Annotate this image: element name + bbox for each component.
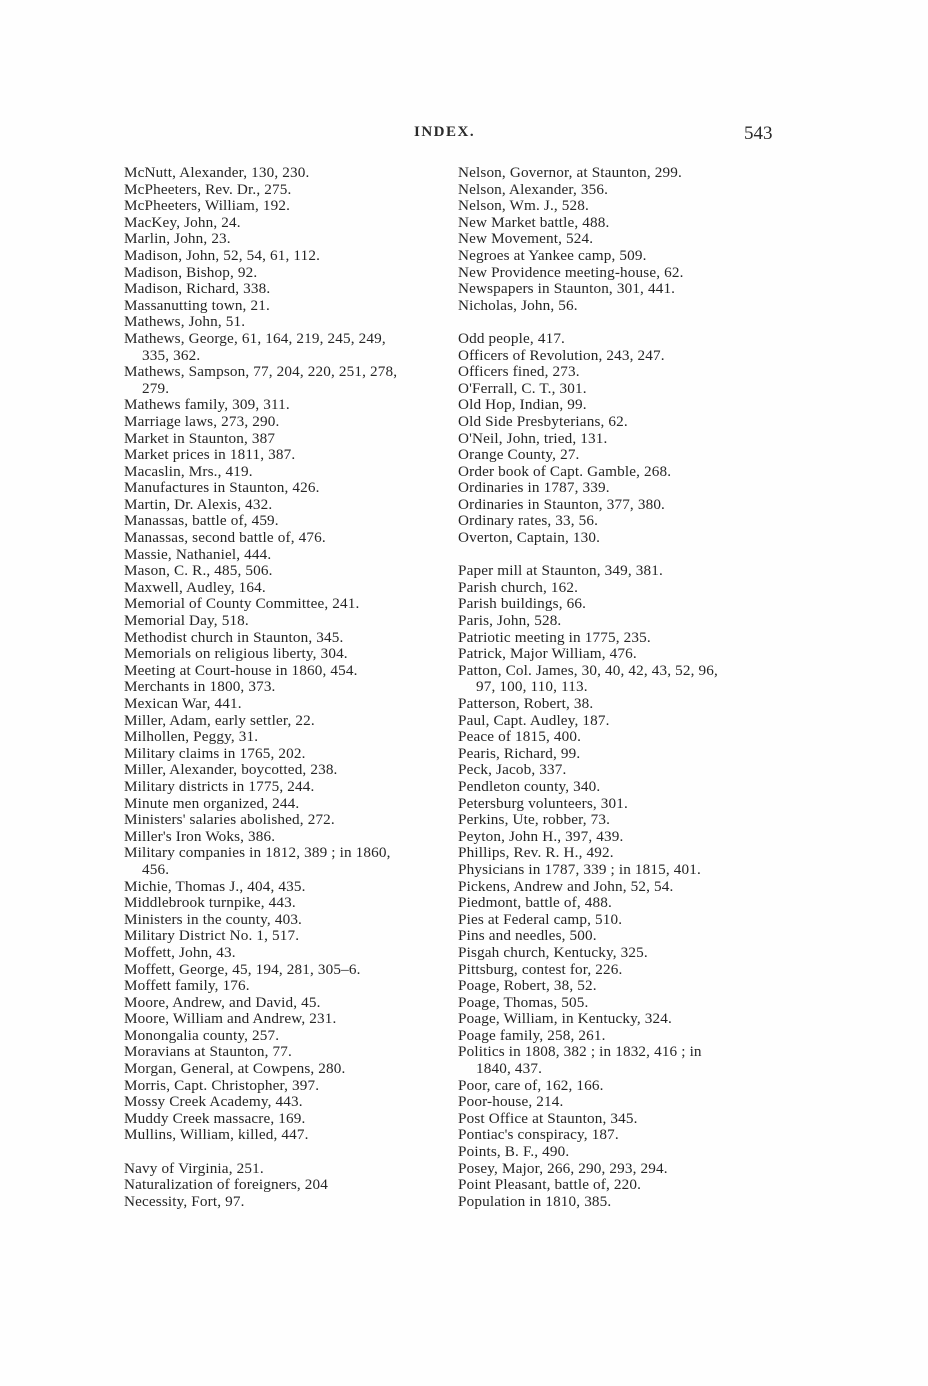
index-entry-text: Massie, Nathaniel, 444. [124, 545, 272, 563]
index-entry-text: Merchants in 1800, 373. [124, 678, 276, 696]
index-entry [458, 1044, 788, 1077]
index-entry [458, 779, 788, 796]
index-entry-text: Michie, Thomas J., 404, 435. [124, 877, 306, 895]
index-entry [458, 331, 788, 348]
index-entry-text: Pisgah church, Kentucky, 325. [458, 943, 648, 961]
index-entry-text: Ministers' salaries abolished, 272. [124, 811, 335, 829]
index-entry [458, 464, 788, 481]
index-entry-text: Macaslin, Mrs., 419. [124, 462, 253, 480]
index-entry [124, 762, 454, 779]
index-entry-text: Martin, Dr. Alexis, 432. [124, 495, 273, 513]
index-entry-text: New Providence meeting-house, 62. [458, 263, 684, 281]
index-entry-text: Madison, John, 52, 54, 61, 112. [124, 246, 321, 264]
index-entry-text: Moffett, John, 43. [124, 943, 236, 961]
index-entry [124, 497, 454, 514]
index-entry-text: Mathews, Sampson, 77, 204, 220, 251, 278, [124, 363, 398, 381]
index-entry-text: Overton, Captain, 130. [458, 529, 601, 547]
index-entry-text: McPheeters, Rev. Dr., 275. [124, 180, 292, 198]
index-entry [458, 713, 788, 730]
index-entry [124, 364, 454, 397]
index-entry-text: Politics in 1808, 382 ; in 1832, 416 ; in [458, 1043, 702, 1061]
index-column-right [458, 165, 788, 1210]
index-entry-text: Petersburg volunteers, 301. [458, 794, 628, 812]
index-entry [124, 182, 454, 199]
index-entry [458, 1111, 788, 1128]
index-entry-text: Military companies in 1812, 389 ; in 1860, [124, 844, 391, 862]
index-entry [458, 729, 788, 746]
index-entry [458, 630, 788, 647]
index-entry-text: Parish church, 162. [458, 578, 579, 596]
index-entry-text: Odd people, 417. [458, 329, 566, 347]
index-entry [458, 613, 788, 630]
index-entry [458, 381, 788, 398]
index-entry-text: Post Office at Staunton, 345. [458, 1109, 638, 1127]
index-entry [458, 646, 788, 663]
index-entry [124, 945, 454, 962]
index-entry-text: Manassas, second battle of, 476. [124, 529, 326, 547]
index-entry-text: Poage, Thomas, 505. [458, 993, 589, 1011]
index-entry [124, 215, 454, 232]
index-entry-text: Marriage laws, 273, 290. [124, 412, 280, 430]
index-entry-text: Necessity, Fort, 97. [124, 1192, 245, 1210]
index-letter-group [124, 1161, 454, 1211]
index-entry [124, 630, 454, 647]
index-entry [124, 513, 454, 530]
index-entry-text: Market prices in 1811, 387. [124, 446, 296, 464]
index-entry [458, 1127, 788, 1144]
index-entry-text: Military District No. 1, 517. [124, 927, 300, 945]
index-entry [124, 895, 454, 912]
index-entry [124, 779, 454, 796]
index-entry-text: McNutt, Alexander, 130, 230. [124, 164, 310, 181]
index-entry [124, 1161, 454, 1178]
index-entry-text: New Market battle, 488. [458, 213, 610, 231]
index-entry-text: Moravians at Staunton, 77. [124, 1043, 292, 1061]
index-entry [124, 1127, 454, 1144]
index-entry [458, 215, 788, 232]
index-entry [124, 397, 454, 414]
index-letter-group [458, 331, 788, 547]
index-entry-continuation: 279. [142, 379, 170, 397]
index-entry [458, 248, 788, 265]
index-entry [458, 663, 788, 696]
index-entry-text: Miller, Alexander, boycotted, 238. [124, 761, 338, 779]
index-entry-text: Memorial Day, 518. [124, 612, 249, 630]
index-entry [124, 729, 454, 746]
index-entry-text: Minute men organized, 244. [124, 794, 300, 812]
index-entry [124, 447, 454, 464]
index-entry [458, 1028, 788, 1045]
index-entry-text: Old Hop, Indian, 99. [458, 396, 587, 414]
index-entry [124, 530, 454, 547]
index-entry-text: Methodist church in Staunton, 345. [124, 628, 344, 646]
index-entry-text: Phillips, Rev. R. H., 492. [458, 844, 614, 862]
index-entry-text: Pearis, Richard, 99. [458, 744, 581, 762]
index-entry [458, 1144, 788, 1161]
index-entry-text: Poage, William, in Kentucky, 324. [458, 1010, 672, 1028]
index-entry-text: Market in Staunton, 387 [124, 429, 276, 447]
index-entry [124, 165, 454, 182]
index-entry-text: Officers of Revolution, 243, 247. [458, 346, 665, 364]
index-entry-text: Milhollen, Peggy, 31. [124, 728, 259, 746]
index-entry [458, 198, 788, 215]
index-entry [124, 928, 454, 945]
index-entry [124, 547, 454, 564]
index-entry-text: Peyton, John H., 397, 439. [458, 827, 624, 845]
index-entry [458, 596, 788, 613]
index-entry [124, 879, 454, 896]
index-entry-text: Old Side Presbyterians, 62. [458, 412, 628, 430]
index-entry [458, 995, 788, 1012]
index-entry-text: Military districts in 1775, 244. [124, 777, 315, 795]
index-entry-text: Ordinaries in Staunton, 377, 380. [458, 495, 666, 513]
index-entry [124, 962, 454, 979]
index-entry-text: Poage family, 258, 261. [458, 1026, 606, 1044]
index-entry-text: Pittsburg, contest for, 226. [458, 960, 623, 978]
index-entry [458, 348, 788, 365]
running-head-title: INDEX. [414, 124, 476, 140]
index-entry-text: Peace of 1815, 400. [458, 728, 582, 746]
index-entry [124, 464, 454, 481]
index-entry-text: Nicholas, John, 56. [458, 296, 578, 314]
index-entry-text: Moore, William and Andrew, 231. [124, 1010, 337, 1028]
index-entry [458, 746, 788, 763]
index-entry [458, 845, 788, 862]
index-entry [458, 762, 788, 779]
index-entry-text: Ordinaries in 1787, 339. [458, 479, 610, 497]
index-entry-text: Manufactures in Staunton, 426. [124, 479, 320, 497]
index-entry [458, 414, 788, 431]
index-entry-text: Paris, John, 528. [458, 612, 562, 630]
index-entry-text: Maxwell, Audley, 164. [124, 578, 266, 596]
index-entry-text: Morris, Capt. Christopher, 397. [124, 1076, 320, 1094]
index-entry-text: Military claims in 1765, 202. [124, 744, 306, 762]
index-entry [124, 298, 454, 315]
index-entry-text: Nelson, Governor, at Staunton, 299. [458, 164, 682, 181]
index-entry [124, 978, 454, 995]
index-entry [458, 513, 788, 530]
index-entry-text: Moore, Andrew, and David, 45. [124, 993, 321, 1011]
index-entry-text: Parish buildings, 66. [458, 595, 587, 613]
index-entry [124, 231, 454, 248]
index-entry-text: Paper mill at Staunton, 349, 381. [458, 562, 663, 580]
index-entry-text: Mexican War, 441. [124, 695, 242, 712]
index-entry [458, 580, 788, 597]
page-number: 543 [744, 123, 773, 144]
index-entry-text: Ordinary rates, 33, 56. [458, 512, 599, 530]
index-entry [124, 431, 454, 448]
index-entry [458, 978, 788, 995]
index-entry-text: Marlin, John, 23. [124, 230, 231, 248]
index-entry-text: Naturalization of foreigners, 204 [124, 1176, 329, 1194]
index-entry [458, 265, 788, 282]
index-letter-group [124, 165, 454, 1144]
index-entry [458, 364, 788, 381]
index-entry-continuation: 335, 362. [142, 346, 201, 364]
index-entry [124, 713, 454, 730]
index-entry [124, 663, 454, 680]
index-entry [124, 314, 454, 331]
index-entry [124, 1194, 454, 1211]
index-entry-text: Patrick, Major William, 476. [458, 645, 637, 663]
index-entry [458, 165, 788, 182]
index-entry [458, 796, 788, 813]
index-entry-text: Middlebrook turnpike, 443. [124, 894, 296, 912]
index-entry [124, 1094, 454, 1111]
index-entry [124, 1011, 454, 1028]
index-entry-text: Navy of Virginia, 251. [124, 1159, 264, 1177]
index-entry-text: Posey, Major, 266, 290, 293, 294. [458, 1159, 668, 1177]
index-entry [458, 945, 788, 962]
index-entry-text: Pickens, Andrew and John, 52, 54. [458, 877, 674, 895]
index-entry [124, 696, 454, 713]
index-entry-text: Mullins, William, killed, 447. [124, 1126, 309, 1144]
index-entry [124, 1028, 454, 1045]
index-entry [458, 812, 788, 829]
index-entry-text: Memorials on religious liberty, 304. [124, 645, 348, 663]
index-entry-text: Ministers in the county, 403. [124, 910, 303, 928]
index-entry-text: Mathews, John, 51. [124, 313, 246, 331]
index-entry [458, 1161, 788, 1178]
index-entry-text: Muddy Creek massacre, 169. [124, 1109, 306, 1127]
index-entry [458, 1094, 788, 1111]
index-entry-text: Points, B. F., 490. [458, 1143, 570, 1161]
index-entry-text: Miller, Adam, early settler, 22. [124, 711, 315, 729]
index-entry-text: Mossy Creek Academy, 443. [124, 1093, 303, 1111]
index-entry-text: Moffett family, 176. [124, 977, 250, 995]
index-entry-text: Peck, Jacob, 337. [458, 761, 567, 779]
index-entry [458, 829, 788, 846]
index-entry-text: Physicians in 1787, 339 ; in 1815, 401. [458, 860, 701, 878]
index-entry [458, 912, 788, 929]
index-entry [124, 414, 454, 431]
index-entry [458, 862, 788, 879]
index-entry [124, 1177, 454, 1194]
index-column-left [124, 165, 454, 1210]
index-entry [124, 812, 454, 829]
index-entry-text: O'Ferrall, C. T., 301. [458, 379, 587, 397]
page-header [0, 124, 928, 148]
index-entry [124, 829, 454, 846]
index-entry [124, 995, 454, 1012]
index-entry-text: Morgan, General, at Cowpens, 280. [124, 1060, 346, 1078]
index-entry [124, 646, 454, 663]
index-entry-text: Mathews, George, 61, 164, 219, 245, 249, [124, 329, 386, 347]
index-entry [124, 679, 454, 696]
index-entry-text: Manassas, battle of, 459. [124, 512, 279, 530]
index-entry-text: Order book of Capt. Gamble, 268. [458, 462, 672, 480]
index-entry-text: Population in 1810, 385. [458, 1192, 612, 1210]
index-entry [124, 1111, 454, 1128]
index-entry-text: Mathews family, 309, 311. [124, 396, 290, 414]
index-entry-text: Orange County, 27. [458, 446, 580, 464]
index-entry [458, 182, 788, 199]
index-entry-text: Perkins, Ute, robber, 73. [458, 811, 611, 829]
index-entry-text: MacKey, John, 24. [124, 213, 241, 231]
index-entry-text: Pendleton county, 340. [458, 777, 601, 795]
index-entry-text: O'Neil, John, tried, 131. [458, 429, 608, 447]
index-entry [458, 895, 788, 912]
index-entry-text: Pies at Federal camp, 510. [458, 910, 623, 928]
index-entry-text: Patriotic meeting in 1775, 235. [458, 628, 651, 646]
index-entry [124, 1061, 454, 1078]
index-entry [124, 331, 454, 364]
index-entry [124, 912, 454, 929]
index-entry-text: Meeting at Court-house in 1860, 454. [124, 661, 358, 679]
index-entry-text: Poor-house, 214. [458, 1093, 564, 1111]
index-entry-continuation: 97, 100, 110, 113. [476, 678, 588, 696]
index-entry-text: Patterson, Robert, 38. [458, 695, 594, 712]
index-entry [124, 845, 454, 878]
index-entry [458, 962, 788, 979]
index-entry [458, 563, 788, 580]
index-letter-group [458, 563, 788, 1210]
index-entry [124, 580, 454, 597]
index-entry-text: Pins and needles, 500. [458, 927, 597, 945]
index-entry [124, 198, 454, 215]
index-entry [124, 281, 454, 298]
index-entry [458, 231, 788, 248]
index-entry-text: McPheeters, William, 192. [124, 197, 291, 215]
index-entry [124, 596, 454, 613]
index-entry [458, 497, 788, 514]
index-entry [458, 1078, 788, 1095]
index-entry [124, 563, 454, 580]
index-entry-text: Paul, Capt. Audley, 187. [458, 711, 610, 729]
index-entry-text: Point Pleasant, battle of, 220. [458, 1176, 642, 1194]
index-entry [458, 447, 788, 464]
index-entry [124, 480, 454, 497]
index-entry-text: Poor, care of, 162, 166. [458, 1076, 604, 1094]
index-entry [124, 1078, 454, 1095]
index-entry-text: Madison, Richard, 338. [124, 280, 271, 298]
index-entry-text: Nelson, Alexander, 356. [458, 180, 609, 198]
index-entry [458, 928, 788, 945]
index-entry-text: Poage, Robert, 38, 52. [458, 977, 597, 995]
index-entry [458, 480, 788, 497]
index-entry-text: Miller's Iron Woks, 386. [124, 827, 276, 845]
index-entry [458, 298, 788, 315]
index-entry [458, 879, 788, 896]
index-entry [458, 1194, 788, 1211]
index-entry [124, 746, 454, 763]
index-entry-text: Nelson, Wm. J., 528. [458, 197, 589, 215]
index-entry [124, 1044, 454, 1061]
index-entry-text: Memorial of County Committee, 241. [124, 595, 360, 613]
index-entry [458, 397, 788, 414]
index-entry [458, 1011, 788, 1028]
index-entry-text: Pontiac's conspiracy, 187. [458, 1126, 619, 1144]
index-entry [124, 613, 454, 630]
index-entry [124, 796, 454, 813]
index-entry-text: Moffett, George, 45, 194, 281, 305–6. [124, 960, 361, 978]
index-entry-text: Mason, C. R., 485, 506. [124, 562, 273, 580]
index-entry-text: Negroes at Yankee camp, 509. [458, 246, 647, 264]
index-letter-group [458, 165, 788, 314]
index-entry-text: New Movement, 524. [458, 230, 594, 248]
index-entry-text: Monongalia county, 257. [124, 1026, 280, 1044]
index-entry [458, 530, 788, 547]
index-entry-text: Officers fined, 273. [458, 363, 580, 381]
index-entry [458, 281, 788, 298]
index-entry-text: Madison, Bishop, 92. [124, 263, 258, 281]
index-entry-text: Newspapers in Staunton, 301, 441. [458, 280, 676, 298]
index-entry-continuation: 1840, 437. [476, 1060, 543, 1078]
index-entry-text: Piedmont, battle of, 488. [458, 894, 612, 912]
index-entry [458, 1177, 788, 1194]
index-entry [458, 696, 788, 713]
index-entry [124, 265, 454, 282]
index-entry-text: Patton, Col. James, 30, 40, 42, 43, 52, 96, [458, 661, 718, 679]
index-entry-text: Massanutting town, 21. [124, 296, 270, 314]
index-entry [458, 431, 788, 448]
index-entry [124, 248, 454, 265]
index-entry-continuation: 456. [142, 860, 170, 878]
